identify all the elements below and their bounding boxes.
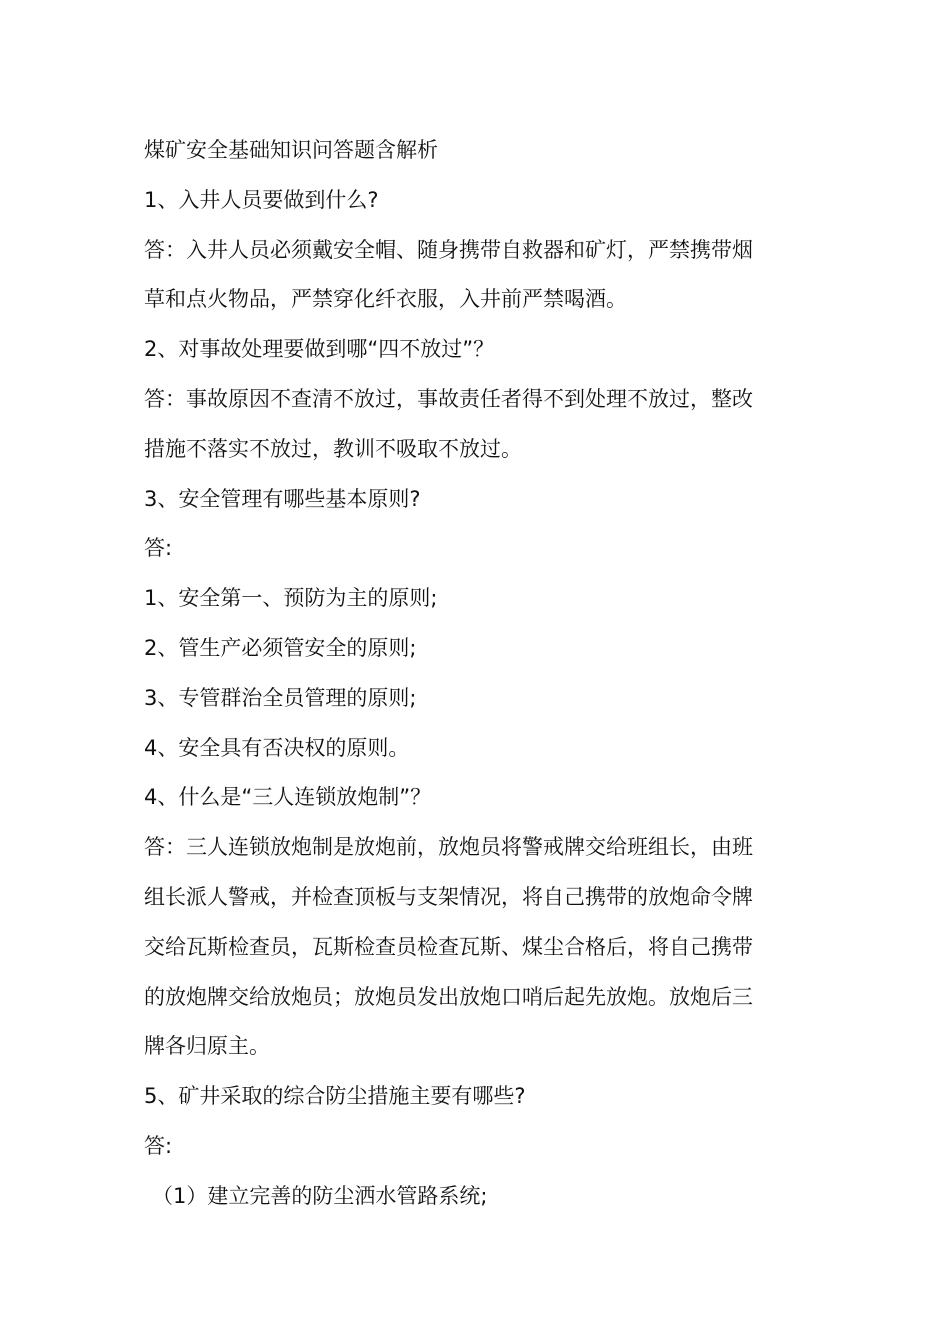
document-body <box>144 126 814 1222</box>
answer-1-line-2: 草和点火物品，严禁穿化纤衣服，入井前严禁喝酒。 <box>144 287 627 312</box>
answer-3-item-1: 1、安全第一、预防为主的原则; <box>144 586 438 611</box>
answer-2-line-1: 答：事故原因不查清不放过，事故责任者得不到处理不放过，整改 <box>144 386 753 411</box>
answer-3-item-3: 3、专管群治全员管理的原则; <box>144 685 417 710</box>
answer-5-label: 答: <box>144 1133 173 1158</box>
answer-3-label: 答: <box>144 536 173 561</box>
question-3: 3、安全管理有哪些基本原则? <box>144 486 421 511</box>
answer-4-line-5: 牌各归原主。 <box>144 1034 270 1059</box>
answer-2-line-2: 措施不落实不放过，教训不吸取不放过。 <box>144 436 522 461</box>
answer-3-item-4: 4、安全具有否决权的原则。 <box>144 735 410 760</box>
answer-5-item-1: （1）建立完善的防尘洒水管路系统; <box>152 1183 488 1208</box>
answer-4-line-1: 答：三人连锁放炮制是放炮前，放炮员将警戒牌交给班组长，由班 <box>144 835 753 860</box>
answer-4-line-3: 交给瓦斯检查员，瓦斯检查员检查瓦斯、煤尘合格后，将自己携带 <box>144 934 753 959</box>
answer-1-line-1: 答：入井人员必须戴安全帽、随身携带自救器和矿灯，严禁携带烟 <box>144 237 753 262</box>
answer-4-line-2: 组长派人警戒，并检查顶板与支架情况，将自己携带的放炮命令牌 <box>144 884 753 909</box>
question-1: 1、入井人员要做到什么? <box>144 187 379 212</box>
document-title: 煤矿安全基础知识问答题含解析 <box>144 138 438 162</box>
answer-3-item-2: 2、管生产必须管安全的原则; <box>144 635 417 660</box>
question-5: 5、矿井采取的综合防尘措施主要有哪些? <box>144 1084 526 1109</box>
question-4: 4、什么是“三人连锁放炮制”？ <box>144 785 432 810</box>
answer-4-line-4: 的放炮牌交给放炮员；放炮员发出放炮口哨后起先放炮。放炮后三 <box>144 984 753 1009</box>
question-2: 2、对事故处理要做到哪“四不放过”？ <box>144 337 495 362</box>
